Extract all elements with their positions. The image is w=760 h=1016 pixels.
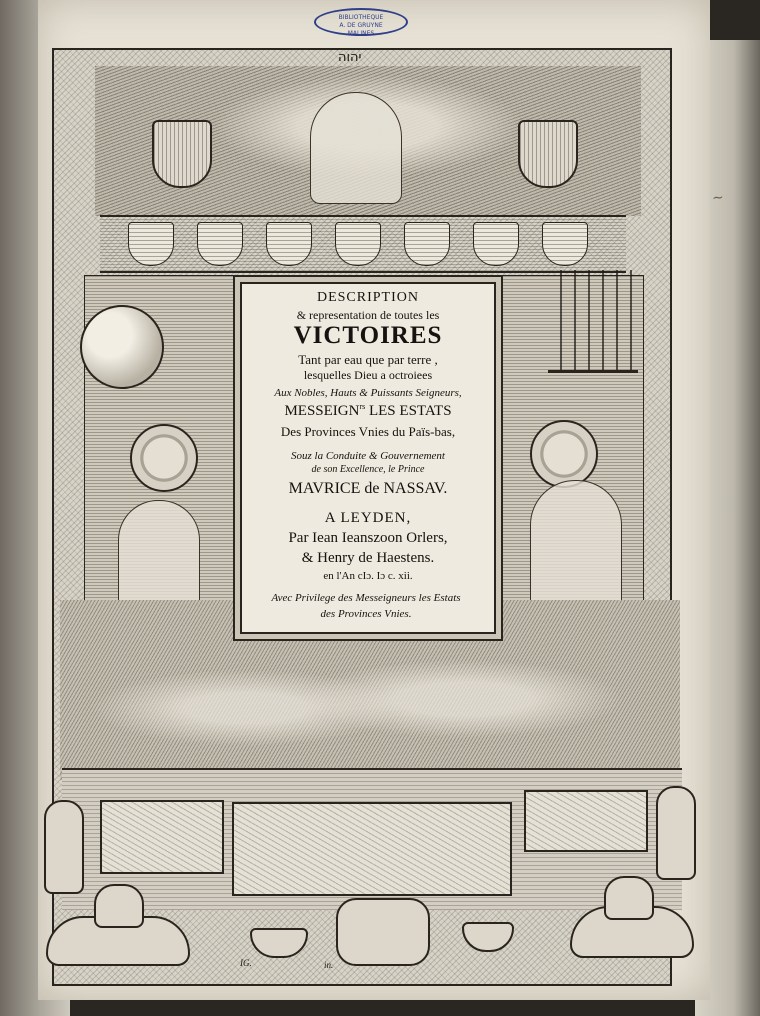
title-line-6: Aux Nobles, Hauts & Puissants Seigneurs,	[274, 387, 462, 399]
title-printer-2: & Henry de Haestens.	[301, 550, 435, 566]
title-description: DESCRIPTION	[316, 290, 419, 305]
title-messeigneurs	[242, 402, 494, 420]
title-year: en l'An cIɔ. Iɔ c. xii.	[323, 570, 413, 582]
title-line-5: lesquelles Dieu a octroiees	[303, 368, 433, 382]
privilege-note	[246, 590, 486, 622]
covered-cup-left-icon	[94, 884, 144, 928]
battle-panel-left	[100, 800, 224, 874]
ewer-left-icon	[44, 800, 84, 894]
manuscript-note: ~	[711, 189, 725, 207]
title-line-2: & representation de toutes les	[296, 308, 440, 322]
engraver-mark-right: in.	[324, 960, 334, 970]
messeign-superscript: rs	[359, 402, 366, 411]
title-victoires: VICTOIRES	[293, 322, 443, 349]
messeign-text: MESSEIGN	[284, 403, 360, 419]
crest-6	[473, 222, 519, 266]
draped-object-icon	[336, 898, 430, 966]
crest-7	[542, 222, 588, 266]
stamp-line-1: BIBLIOTHEQUE	[338, 14, 384, 21]
crest-5	[404, 222, 450, 266]
ship-icon	[548, 270, 638, 373]
privilege-line-1: Avec Privilege des Messeigneurs les Estats	[271, 592, 461, 604]
crest-1	[128, 222, 174, 266]
les-estats-text: LES ESTATS	[365, 403, 452, 419]
title-cartouche	[240, 282, 496, 634]
library-stamp	[314, 8, 408, 36]
medallion-left	[130, 424, 198, 492]
crest-3	[266, 222, 312, 266]
seated-figure	[310, 92, 402, 204]
provincial-crests	[128, 222, 588, 266]
coat-of-arms-left	[152, 120, 212, 188]
title-printer-1: Par Iean Ieanszoon Orlers,	[288, 530, 448, 546]
battle-panel-center	[232, 802, 512, 896]
stamp-line-3: MALINES	[347, 30, 375, 37]
crest-2	[197, 222, 243, 266]
engraver-mark-left: IG.	[240, 958, 252, 968]
ewer-right-icon	[656, 786, 696, 880]
title-line-8: Des Provinces Vnies du Païs-bas,	[280, 424, 456, 439]
coat-of-arms-right	[518, 120, 578, 188]
tetragrammaton: יהוה	[338, 50, 362, 65]
title-line-9: Souz la Conduite & Gouvernement	[291, 450, 445, 462]
title-leyden: A LEYDEN,	[324, 510, 412, 526]
privilege-line-2: des Provinces Vnies.	[320, 608, 412, 620]
medallion-right	[530, 420, 598, 488]
crest-4	[335, 222, 381, 266]
title-maurice: MAVRICE de NASSAV.	[288, 480, 448, 497]
title-line-4: Tant par eau que par terre ,	[298, 352, 438, 367]
stamp-line-2: A. DE GRUYNE	[339, 22, 383, 29]
covered-cup-right-icon	[604, 876, 654, 920]
battle-panel-right	[524, 790, 648, 852]
globe-icon	[80, 305, 164, 389]
title-line-10: de son Excellence, le Prince	[311, 464, 425, 475]
